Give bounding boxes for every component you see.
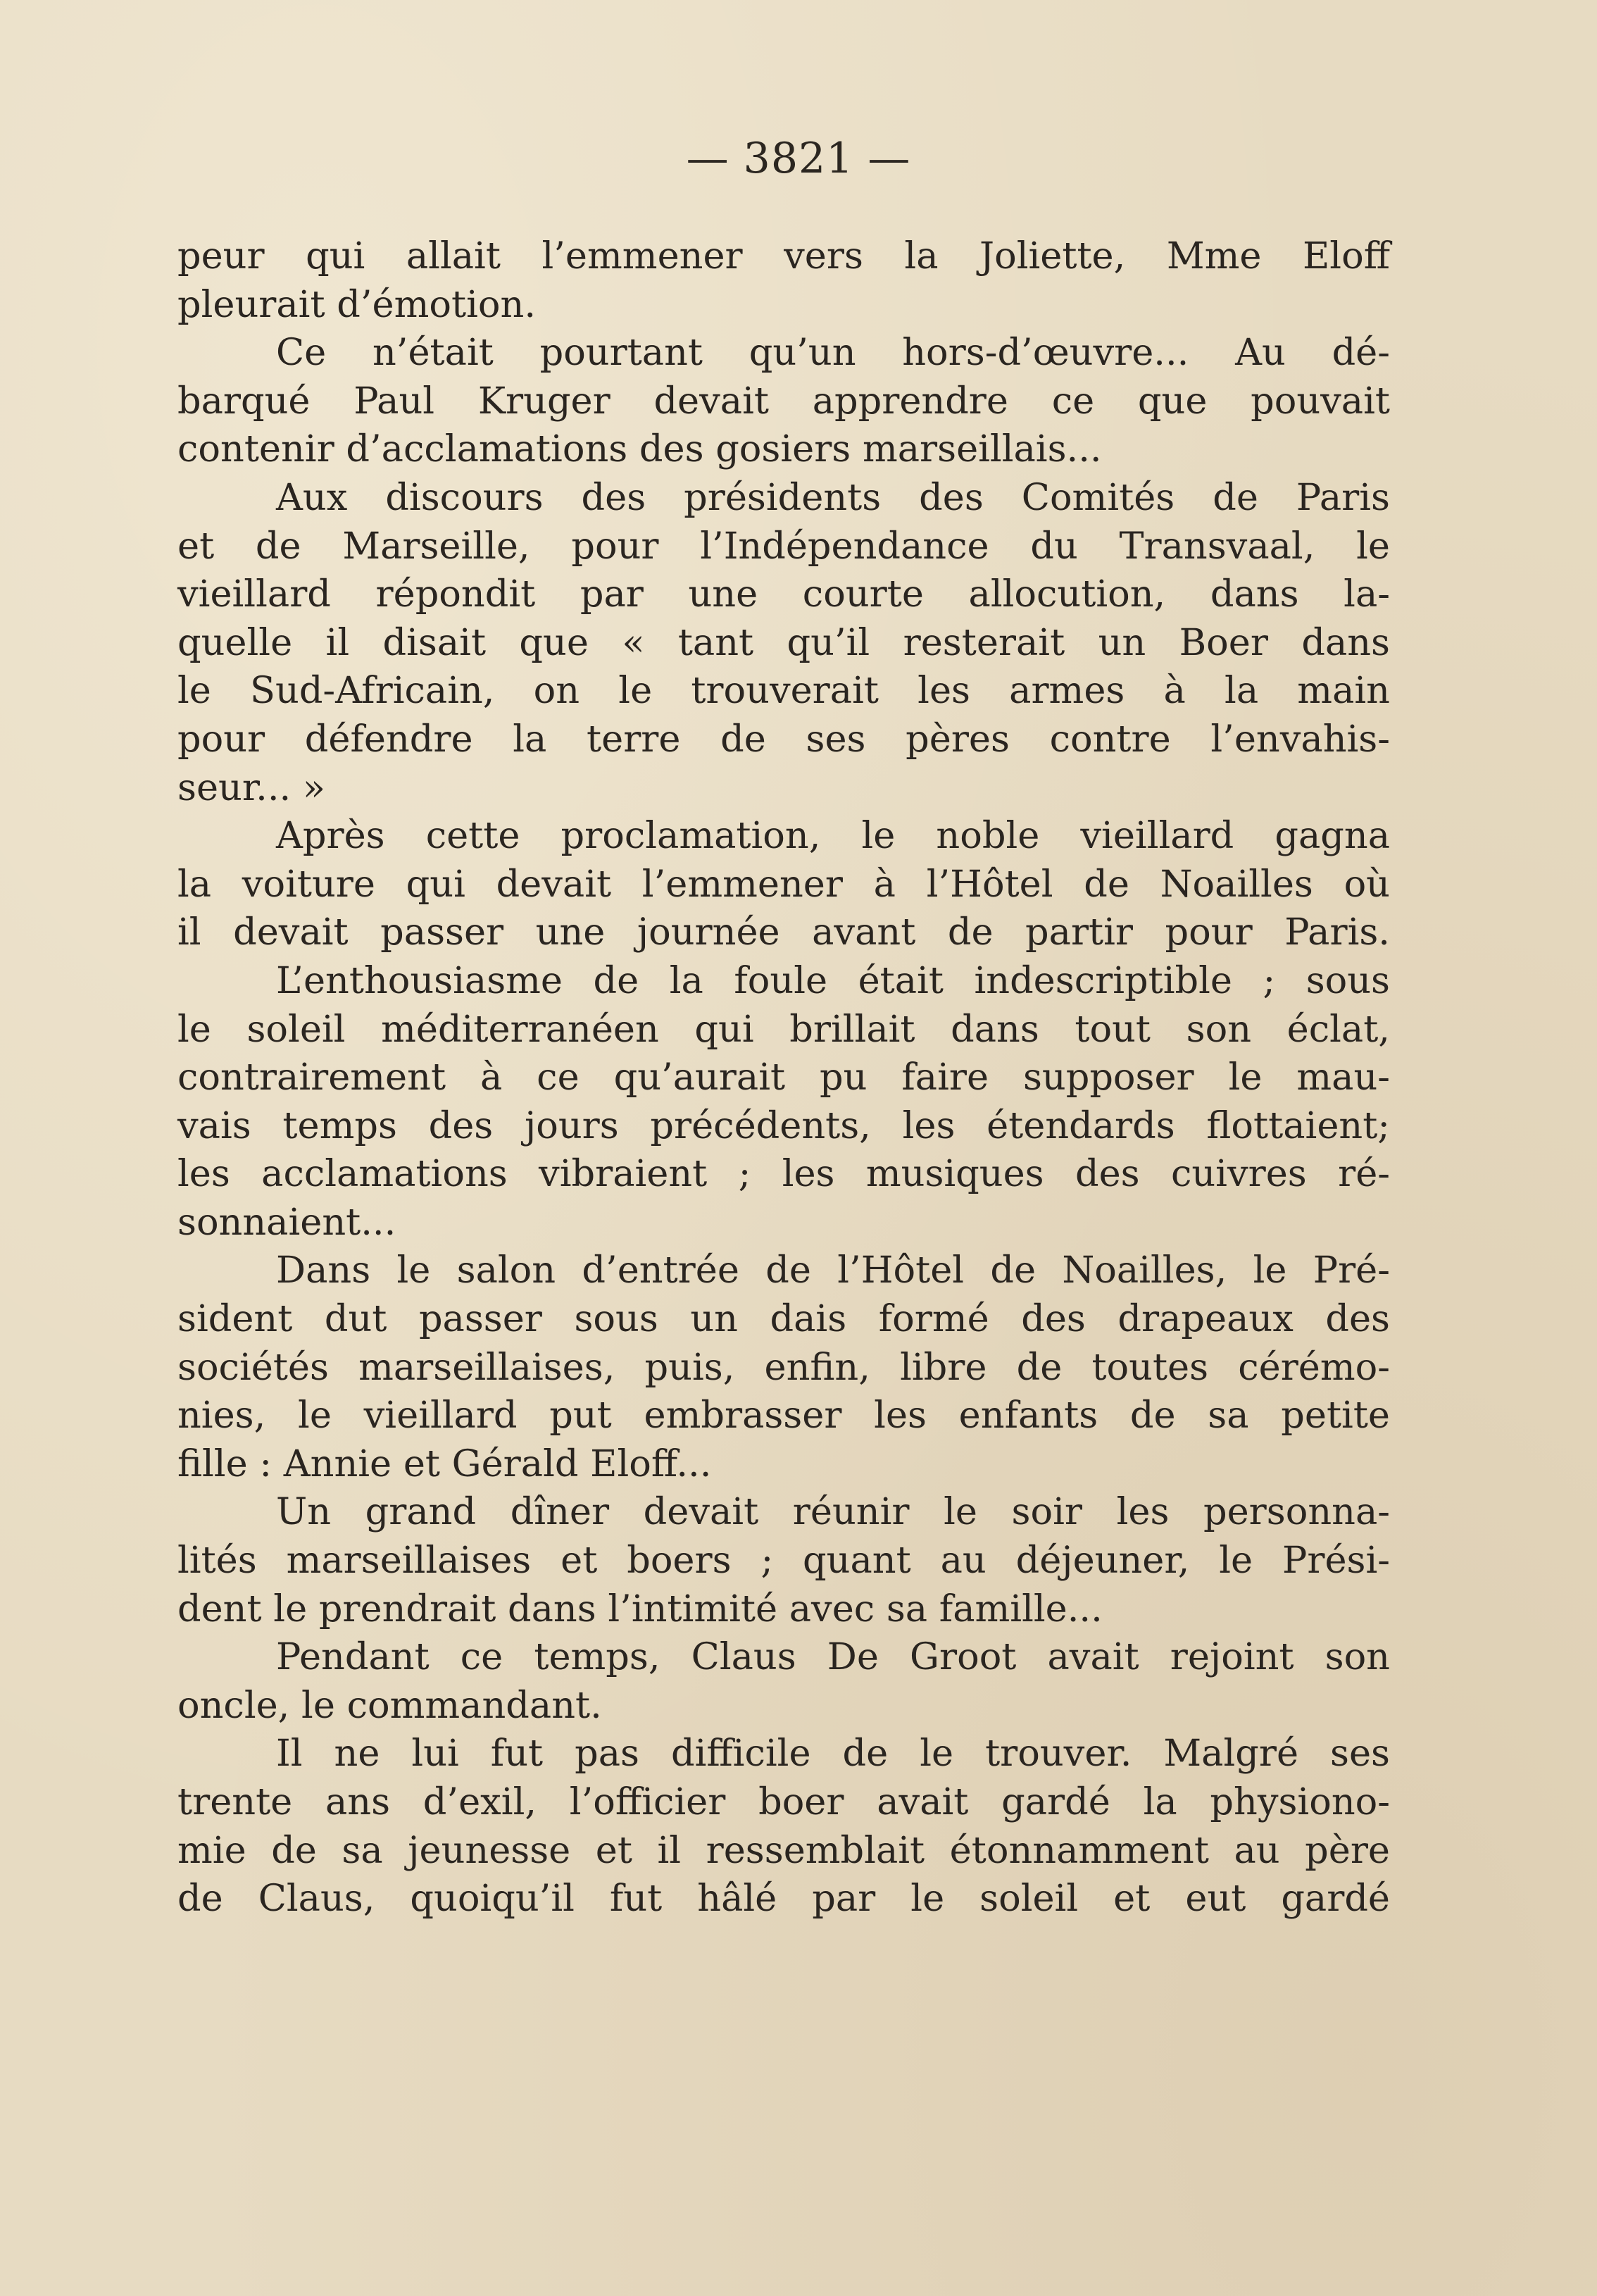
text-line: Il ne lui fut pas difficile de le trouver. Malgré ses bbox=[276, 1732, 1390, 1776]
text-line: la voiture qui devait l’emmener à l’Hôtel de Noailles où bbox=[177, 862, 1390, 906]
text-line: sonnaient... bbox=[177, 1200, 396, 1244]
text-line: de Claus, quoiqu’il fut hâlé par le soleil et eut gardé bbox=[177, 1877, 1390, 1921]
text-line: les acclamations vibraient ; les musiques des cuivres ré- bbox=[177, 1152, 1390, 1196]
text-line: peur qui allait l’emmener vers la Joliette, Mme Eloff bbox=[177, 235, 1390, 277]
page-number: — 3821 — bbox=[686, 134, 911, 183]
text-line: vais temps des jours précédents, les étendards flottaient; bbox=[177, 1104, 1390, 1147]
text-line: il devait passer une journée avant de partir pour Paris. bbox=[177, 911, 1390, 954]
body-text bbox=[177, 232, 1390, 1923]
text-line: contenir d’acclamations des gosiers marseillais... bbox=[177, 428, 1102, 471]
text-line: sociétés marseillaises, puis, enfin, libre de toutes cérémo- bbox=[177, 1345, 1390, 1389]
text-line: sident dut passer sous un dais formé des drapeaux des bbox=[177, 1297, 1390, 1341]
text-line: oncle, le commandant. bbox=[177, 1683, 602, 1727]
text-line: pleurait d’émotion. bbox=[177, 282, 537, 326]
text-line: Un grand dîner devait réunir le soir les personna- bbox=[276, 1490, 1390, 1534]
text-line: contrairement à ce qu’aurait pu faire supposer le mau- bbox=[177, 1056, 1390, 1099]
text-line: vieillard répondit par une courte allocution, dans la- bbox=[177, 573, 1390, 616]
text-line: quelle il disait que « tant qu’il resterait un Boer dans bbox=[177, 620, 1390, 664]
text-line: seur... » bbox=[177, 766, 326, 809]
text-line: barqué Paul Kruger devait apprendre ce que pouvait bbox=[177, 379, 1390, 423]
text-line: pour défendre la terre de ses pères contre l’envahis- bbox=[177, 717, 1390, 761]
text-line: Pendant ce temps, Claus De Groot avait rejoint son bbox=[276, 1635, 1390, 1679]
text-line: L’enthousiasme de la foule était indescriptible ; sous bbox=[276, 959, 1390, 1002]
text-line: Ce n’était pourtant qu’un hors-d’œuvre... Au dé- bbox=[276, 331, 1390, 375]
text-line: Aux discours des présidents des Comités de Paris bbox=[276, 475, 1390, 519]
text-line: trente ans d’exil, l’officier boer avait gardé la physiono- bbox=[177, 1780, 1390, 1823]
text-line: et de Marseille, pour l’Indépendance du Transvaal, le bbox=[177, 524, 1390, 568]
text-line: Dans le salon d’entrée de l’Hôtel de Noailles, le Pré- bbox=[276, 1249, 1390, 1292]
text-line: le soleil méditerranéen qui brillait dans tout son éclat, bbox=[177, 1007, 1390, 1051]
text-line: lités marseillaises et boers ; quant au déjeuner, le Prési- bbox=[177, 1539, 1390, 1583]
text-line: Après cette proclamation, le noble vieillard gagna bbox=[276, 814, 1390, 858]
text-line: fille : Annie et Gérald Eloff... bbox=[177, 1442, 712, 1485]
text-line: nies, le vieillard put embrasser les enfants de sa petite bbox=[177, 1394, 1390, 1437]
text-line: mie de sa jeunesse et il ressemblait étonnamment au père bbox=[177, 1828, 1390, 1872]
text-line: le Sud-Africain, on le trouverait les armes à la main bbox=[177, 669, 1390, 713]
text-line: dent le prendrait dans l’intimité avec sa famille... bbox=[177, 1587, 1103, 1630]
